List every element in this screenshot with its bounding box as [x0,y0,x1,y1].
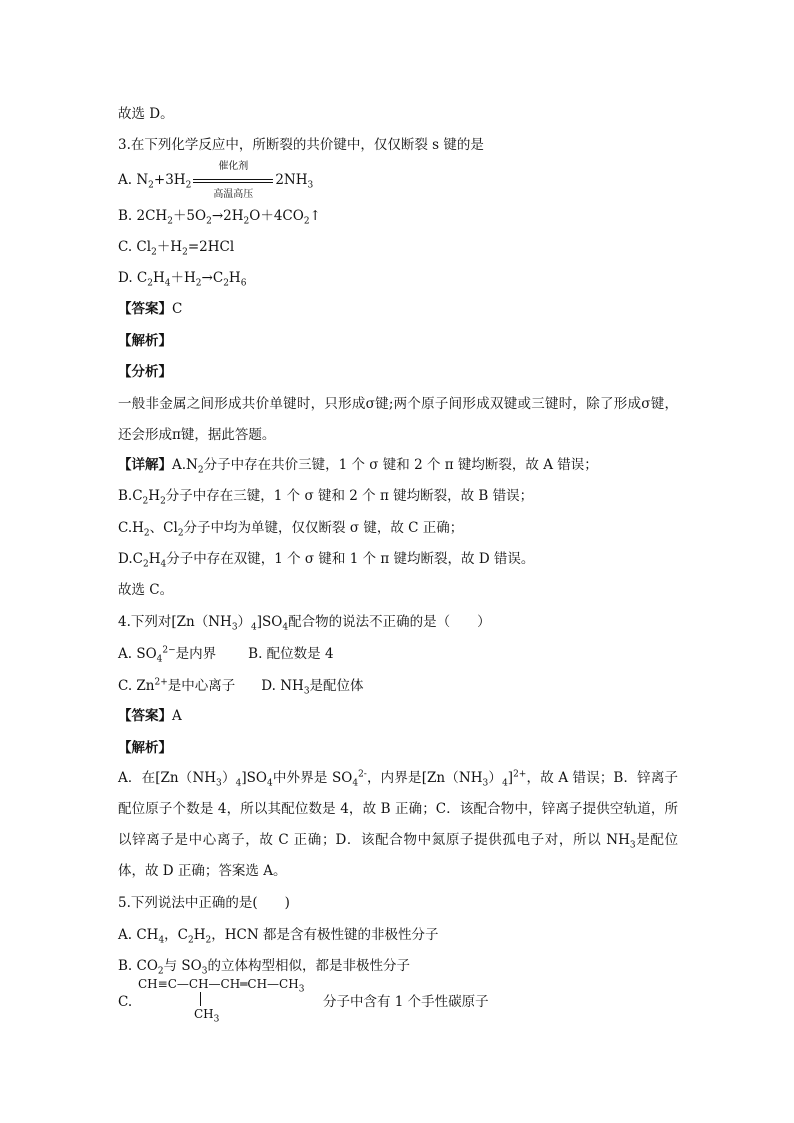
structural-formula: $CH\equiv C—CH—CH═CH—CH_3$ $CH_3$ [138,977,305,1025]
q3-detail-d: $D.C_2H_4$分子中存在双键，1 个 σ 键和 1 个 π 键均断裂，故 D 错误。 [118,551,535,570]
q3-option-d: D. $C_2H_4+H_2\to C_2H_6$ [118,270,247,289]
reaction-condition: 催化剂 高温高压 [193,171,273,191]
q4-stem: 4.下列对$[Zn(NH_3)_4]SO_4$配合物的说法不正确的是（ ） [118,614,491,633]
q3-conclusion: 故选 C。 [118,582,174,598]
q5-option-c-label: C. [118,994,133,1010]
q3-detail-c: $C.H_2$、$Cl_2$分子中均为单键，仅仅断裂 σ 键，故 C 正确； [118,520,464,539]
q4-answer: 【答案】A [118,708,182,724]
q3-option-b: B. $2CH_2+5O_2\to 2H_2O+4CO_2↑$ [118,208,321,227]
q3-option-c: C. $Cl_2+H_2=2HCl$ [118,239,235,258]
q3-detail-a: 【详解】$A.N_2$分子中存在共价三键，1 个 σ 键和 2 个 π 键均断裂，故 A 错误； [118,457,598,476]
q4-options-ab: A. $SO_4^{2-}$是内界 B. 配位数是 4 [118,645,334,665]
q3-detail-b: $B.C_2H_2$分子中存在三键，1 个 σ 键和 2 个 π 键均断裂，故 B 错误； [118,488,534,507]
q3-answer: 【答案】C [118,301,183,317]
q4-jiexi-label: 【解析】 [118,740,172,756]
q3-stem: 3.在下列化学反应中，所断裂的共价键中，仅仅断裂 s 键的是 [118,137,484,153]
q2-conclusion: 故选 D。 [118,106,174,122]
q3-fenxi-text: 一般非金属之间形成共价单键时，只形成σ键;两个原子间形成双键或三键时，除了形成σ键，还会形成π键，据此答题。 [118,396,678,443]
q5-option-a: A. $CH_4$，$C_2H_2$，HCN 都是含有极性键的非极性分子 [118,927,439,946]
q3-option-a: A. $N_2+3H_2$ 催化剂 高温高压 $2NH_3$ [118,160,314,200]
q4-options-cd: C. $Zn^{2+}$是中心离子 D. $NH_3$是配位体 [118,677,364,697]
q3-jiexi-label: 【解析】 [118,333,172,349]
q4-jiexi-text: A．在$[Zn(NH_3)_4]SO_4$中外界是 $SO_4^{2-}$，内界是$[Zn(NH_3)_4]^{2+}$，故 A 错误；B．锌离子配位原子个数是 4，所以其配位数是 4，故 B 正确；C．该配合物中，锌离子提供空轨道，所以锌离子是中心离子，故 C 正确；D．该配合物中氮原子提供孤电子对，所以 $NH_3$是配位体，故 D 正确；答案选 A。 [118,769,678,879]
bond-line [200,992,201,1006]
q3-fenxi-label: 【分析】 [118,364,172,380]
q5-option-c-text: 分子中含有 1 个手性碳原子 [323,994,489,1010]
q5-stem: 5.下列说法中正确的是( ) [118,895,290,911]
q5-option-b: B. $CO_2$与 $SO_3$的立体构型相似，都是非极性分子 [118,958,410,977]
